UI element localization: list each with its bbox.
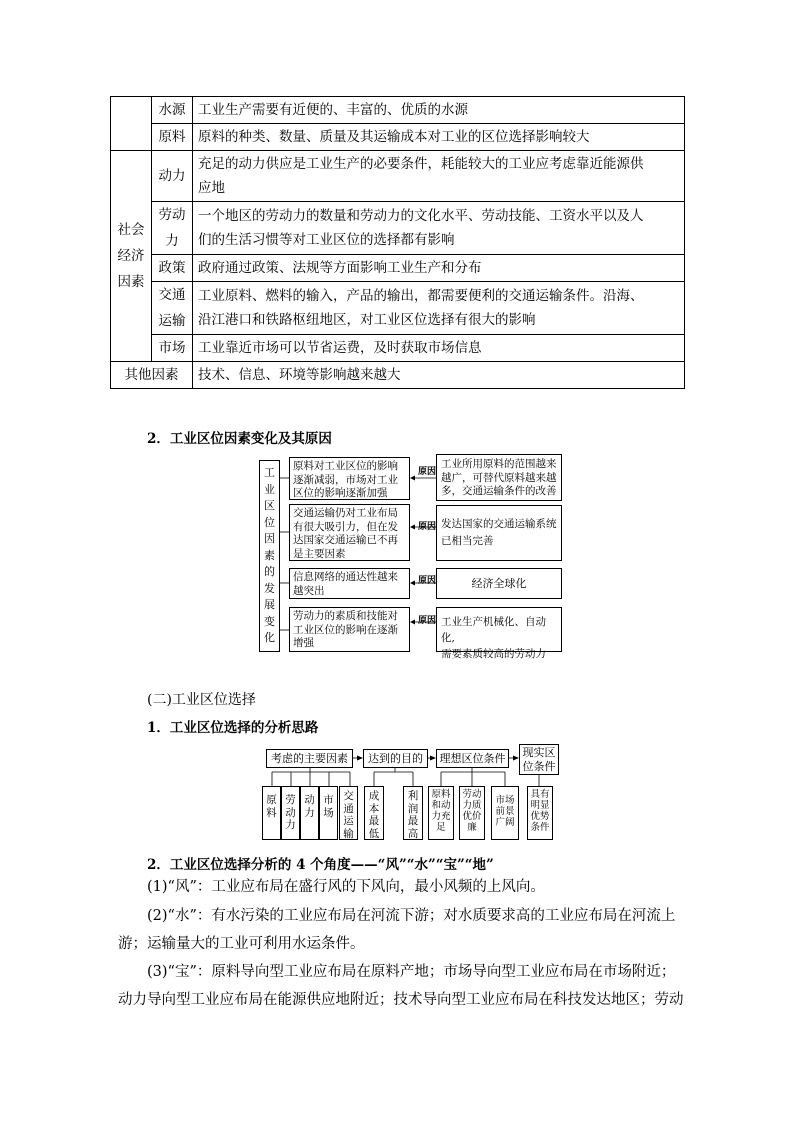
desc-line: 充足的动力供应是工业生产的必要条件，耗能较大的工业应考虑靠近能源供 bbox=[198, 156, 644, 172]
vertical-char: 利 bbox=[407, 790, 419, 802]
change-line: 是主要因素 bbox=[293, 547, 346, 560]
factor-name: 其他因素 bbox=[111, 362, 193, 389]
factor-name: 原料 bbox=[152, 124, 193, 151]
cause-label: 原因 bbox=[418, 616, 437, 626]
condition-sub-box bbox=[491, 786, 519, 840]
vertical-char: 前 bbox=[495, 806, 505, 817]
change-line: 工业区位的影响在逐渐 bbox=[293, 623, 398, 636]
change-line: 增强 bbox=[293, 637, 314, 649]
vertical-char: 优 bbox=[530, 811, 540, 822]
vertical-char: 市 bbox=[323, 794, 334, 806]
vertical-char: 位 bbox=[264, 515, 275, 529]
change-line: 信息网络的通达性越来 bbox=[293, 571, 398, 583]
factor-sub-box bbox=[339, 786, 358, 840]
cause-label: 原因 bbox=[418, 467, 437, 477]
paragraph-wind: (1)“风”：工业应布局在盛行风的下风向，最小风频的上风向。 bbox=[147, 879, 545, 895]
category-line: 经济 bbox=[117, 248, 145, 264]
vertical-char: 工 bbox=[264, 466, 275, 479]
vertical-char: 素 bbox=[264, 548, 275, 562]
desc-line: 应地 bbox=[198, 180, 225, 196]
section-heading: 2．工业区位因素变化及其原因 bbox=[147, 431, 332, 447]
desc-line: 沿江港口和铁路枢纽地区，对工业区位选择有很大的影响 bbox=[198, 312, 536, 328]
reason-line: 越广，可替代原料越来越 bbox=[441, 471, 557, 484]
reason-line: 多，交通运输条件的改善 bbox=[441, 485, 557, 497]
vertical-char: 润 bbox=[407, 802, 419, 815]
vertical-char: 成 bbox=[368, 790, 380, 802]
reason-line: 需要素质较高的劳动力 bbox=[441, 648, 546, 660]
vertical-char: 原 bbox=[431, 789, 441, 800]
vertical-char: 足 bbox=[436, 822, 446, 833]
factor-desc: 技术、信息、环境等影响越来越大 bbox=[193, 362, 685, 389]
factor-name-line: 交通 bbox=[158, 287, 186, 303]
section-heading: (二)工业区位选择 bbox=[147, 692, 256, 708]
vertical-char: 势 bbox=[540, 811, 550, 822]
cause-label: 原因 bbox=[418, 576, 437, 586]
change-line: 交通运输仍对工业布局 bbox=[293, 507, 398, 519]
vertical-char: 条 bbox=[530, 822, 540, 833]
vertical-char: 交 bbox=[343, 790, 354, 802]
flow-box-goals: 达到的目的 bbox=[363, 749, 428, 768]
vertical-char: 有 bbox=[540, 789, 550, 800]
desc-line: 一个地区的劳动力的数量和劳动力的文化水平、劳动技能、工资水平以及人 bbox=[198, 208, 644, 224]
vertical-char: 劳 bbox=[462, 789, 472, 800]
change-line: 越突出 bbox=[293, 584, 325, 597]
factor-sub-box bbox=[281, 786, 300, 840]
vertical-char: 和 bbox=[431, 800, 441, 811]
real-sub-box bbox=[527, 786, 553, 840]
change-line: 劳动力的素质和技能对 bbox=[293, 610, 398, 622]
paragraph-treasure-line2: 动力导向型工业应布局在能源供应地附近；技术导向型工业应布局在科技发达地区；劳动 bbox=[118, 992, 684, 1008]
factor-name-line: 劳动 bbox=[158, 207, 186, 223]
vertical-char: 发 bbox=[264, 581, 275, 595]
paragraph-treasure-line1: (3)“宝”：原料导向型工业应布局在原料产地；市场导向型工业应布局在市场附近； bbox=[147, 964, 676, 980]
desc-line: 政府通过政策、法规等方面影响工业生产和分布 bbox=[198, 260, 482, 276]
vertical-char: 廉 bbox=[467, 822, 477, 833]
vertical-char: 动 bbox=[441, 800, 451, 811]
factor-name-line: 力 bbox=[165, 233, 179, 249]
vertical-char: 本 bbox=[368, 802, 380, 815]
vertical-char: 价 bbox=[472, 811, 482, 822]
factor-name-line: 运输 bbox=[158, 313, 186, 329]
section-heading: 1．工业区位选择的分析思路 bbox=[147, 720, 319, 736]
factor-sub-box bbox=[300, 786, 319, 840]
vertical-char: 料 bbox=[441, 789, 451, 800]
factor-sub-box bbox=[319, 786, 338, 840]
vertical-char: 广 bbox=[495, 817, 505, 828]
vertical-char: 因 bbox=[264, 532, 275, 545]
vertical-char: 区 bbox=[264, 499, 275, 512]
vertical-char: 化 bbox=[264, 631, 275, 644]
vertical-char: 力 bbox=[304, 806, 315, 819]
desc-line: 工业靠近市场可以节省运费，及时获取市场信息 bbox=[198, 340, 482, 356]
change-line: 原料对工业区位的影响 bbox=[293, 460, 398, 472]
vertical-char: 通 bbox=[343, 802, 354, 815]
category-line: 因素 bbox=[117, 274, 145, 290]
goal-sub-box bbox=[403, 786, 423, 840]
factor-desc: 原料的种类、数量、质量及其运输成本对工业的区位选择影响较大 bbox=[193, 124, 685, 151]
change-line: 区位的影响逐渐加强 bbox=[293, 487, 388, 499]
condition-sub-box bbox=[428, 786, 454, 840]
vertical-char: 运 bbox=[343, 815, 354, 827]
vertical-char: 力 bbox=[462, 800, 472, 811]
vertical-char: 原 bbox=[266, 794, 277, 806]
vertical-char: 景 bbox=[505, 806, 515, 817]
vertical-char: 业 bbox=[264, 482, 275, 496]
vertical-char: 最 bbox=[368, 815, 380, 827]
vertical-char: 具 bbox=[530, 789, 540, 800]
vertical-char: 的 bbox=[264, 565, 275, 578]
vertical-char: 显 bbox=[540, 800, 550, 811]
vertical-char: 动 bbox=[285, 806, 296, 819]
vertical-char: 充 bbox=[441, 811, 451, 822]
desc-line: 们的生活习惯等对工业区位的选择都有影响 bbox=[198, 232, 455, 248]
reason-line: 发达国家的交通运输系统 bbox=[441, 518, 557, 530]
goal-sub-box bbox=[364, 786, 384, 840]
condition-sub-box bbox=[459, 786, 485, 840]
paragraph-water-line2: 游；运输量大的工业可利用水运条件。 bbox=[118, 936, 365, 952]
vertical-char: 质 bbox=[472, 800, 482, 811]
vertical-char: 变 bbox=[264, 614, 275, 628]
reason-line: 经济全球化 bbox=[471, 577, 527, 590]
vertical-char: 劳 bbox=[285, 794, 296, 806]
factor-name-line: 市场 bbox=[158, 340, 186, 356]
vertical-char: 场 bbox=[505, 795, 515, 806]
vertical-char: 输 bbox=[343, 827, 354, 840]
flow-box-real: 现实区位条件 bbox=[519, 744, 559, 775]
factor-desc: 工业生产需要有近便的、丰富的、优质的水源 bbox=[193, 97, 685, 124]
reason-line: 工业所用原料的范围越来 bbox=[441, 458, 557, 470]
factor-name-line: 动力 bbox=[158, 168, 186, 184]
vertical-char: 件 bbox=[540, 822, 550, 833]
flow-box-factors: 考虑的主要因素 bbox=[266, 749, 353, 768]
section-heading: 2．工业区位选择分析的 4 个角度——“风”“水”“宝”“地” bbox=[147, 857, 494, 873]
vertical-char: 优 bbox=[462, 811, 472, 822]
vertical-char: 阔 bbox=[505, 817, 515, 828]
paragraph-water-line1: (2)“水”：有水污染的工业应布局在河流下游；对水质要求高的工业应布局在河流上 bbox=[147, 908, 676, 924]
vertical-char: 最 bbox=[407, 815, 419, 827]
reason-line: 工业生产机械化、自动化, bbox=[441, 616, 546, 644]
vertical-char: 动 bbox=[304, 794, 315, 806]
change-line: 逐渐减弱，市场对工业 bbox=[293, 473, 398, 486]
vertical-char: 明 bbox=[530, 800, 540, 811]
category-line: 社会 bbox=[117, 222, 145, 238]
vertical-char: 力 bbox=[285, 819, 296, 831]
vertical-char: 力 bbox=[431, 811, 441, 822]
vertical-char: 场 bbox=[323, 806, 334, 819]
vertical-char: 市 bbox=[495, 795, 505, 806]
factor-name: 水源 bbox=[152, 97, 193, 124]
change-line: 有很大吸引力，但在发 bbox=[293, 520, 398, 533]
flow-box-conditions: 理想区位条件 bbox=[436, 749, 509, 768]
vertical-char: 高 bbox=[407, 827, 419, 840]
vertical-char: 展 bbox=[264, 598, 275, 611]
factor-name-line: 政策 bbox=[158, 260, 186, 276]
vertical-char: 料 bbox=[266, 806, 277, 819]
factor-sub-box bbox=[262, 786, 281, 840]
change-line: 达国家交通运输已不再 bbox=[293, 534, 398, 546]
reason-line: 已相当完善 bbox=[441, 535, 494, 547]
desc-line: 工业原料、燃料的输入，产品的输出，都需要便利的交通运输条件。沿海、 bbox=[198, 288, 644, 304]
cause-label: 原因 bbox=[418, 522, 437, 532]
vertical-char: 动 bbox=[472, 789, 482, 800]
vertical-char: 低 bbox=[368, 827, 380, 840]
